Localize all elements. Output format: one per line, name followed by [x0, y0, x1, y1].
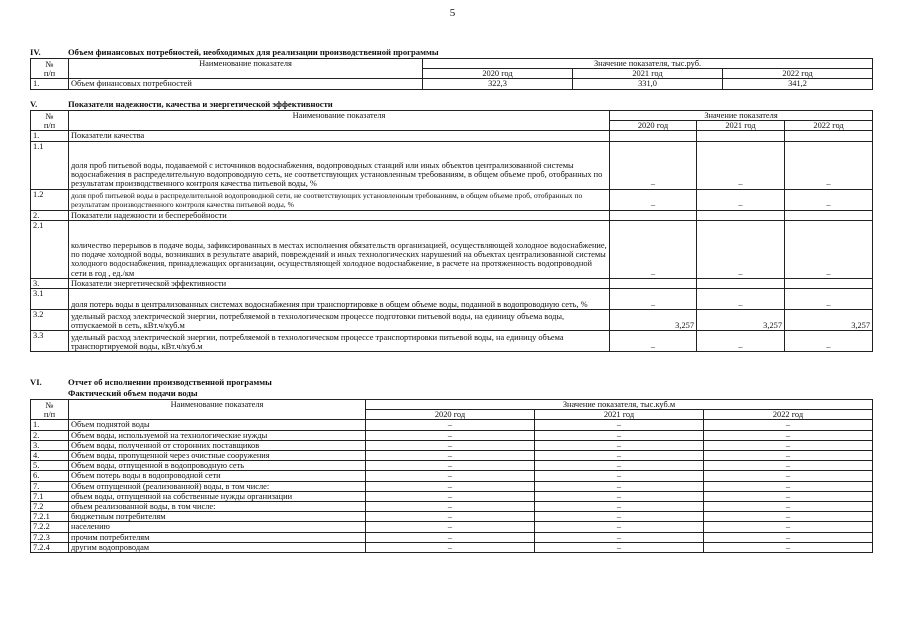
table-row — [31, 522, 873, 532]
header-num: № п/п — [31, 59, 69, 79]
row-value: – — [697, 220, 785, 278]
row-value: – — [535, 522, 704, 532]
table-row — [31, 220, 873, 278]
row-name: другим водопроводам — [69, 542, 366, 552]
section-6-subtitle: Фактический объем подачи воды — [68, 388, 198, 398]
row-value: – — [704, 512, 873, 522]
row-name: доля проб питьевой воды, подаваемой с источников водоснабжения, водопроводных станций или иных объектов централизованной системы водоснабжения в распределительную водопроводную сеть, не соответствующих установленным требованиям, в общем объеме проб, отобранных по результатам производственного контроля качества питьевой воды, % — [69, 141, 610, 189]
row-value: – — [610, 189, 697, 210]
row-value: – — [704, 420, 873, 430]
row-name: прочим потребителям — [69, 532, 366, 542]
section-4-title: Объем финансовых потребностей, необходимых для реализации производственной программы — [68, 47, 439, 57]
section-5-title: Показатели надежности, качества и энергетической эффективности — [68, 99, 333, 109]
row-value: 3,257 — [785, 310, 873, 331]
financial-needs-table — [30, 58, 873, 90]
row-num: 6. — [31, 471, 69, 481]
header-num: № п/п — [31, 111, 69, 131]
row-name: Объем воды, полученной от сторонних поставщиков — [69, 440, 366, 450]
row-value: 3,257 — [610, 310, 697, 331]
section-6-title: Отчет об исполнении производственной программы — [68, 377, 272, 387]
table-header-row — [31, 111, 873, 121]
row-value: – — [366, 512, 535, 522]
table-row — [31, 79, 873, 89]
row-value: – — [366, 491, 535, 501]
group-row — [31, 210, 873, 220]
row-value: – — [785, 331, 873, 352]
row-value: – — [704, 502, 873, 512]
table-row — [31, 512, 873, 522]
row-num: 7.2.1 — [31, 512, 69, 522]
page-number: 5 — [449, 7, 456, 19]
row-name: доля проб питьевой воды в распределительной водопроводной сети, не соответствующих установленным требованиям, в общем объеме проб, отобранных по результатам производственного контроля качества питьевой воды, % — [69, 189, 610, 210]
row-name: населению — [69, 522, 366, 532]
row-num: 2. — [31, 430, 69, 440]
row-value: – — [610, 141, 697, 189]
table-header-row — [31, 59, 873, 69]
row-num: 7.1 — [31, 491, 69, 501]
header-value: Значение показателя, тыс.куб.м — [366, 400, 873, 410]
row-value: – — [610, 220, 697, 278]
row-num: 1. — [31, 79, 69, 89]
row-value: – — [610, 331, 697, 352]
header-name: Наименование показателя — [69, 400, 366, 420]
year-2020: 2020 год — [366, 410, 535, 420]
year-2021: 2021 год — [697, 121, 785, 131]
row-num: 7.2.2 — [31, 522, 69, 532]
header-name: Наименование показателя — [69, 111, 610, 131]
row-name: объем воды, отпущенной на собственные нужды организации — [69, 491, 366, 501]
row-value: – — [366, 461, 535, 471]
table-row — [31, 461, 873, 471]
row-value: – — [366, 532, 535, 542]
row-value: – — [366, 430, 535, 440]
row-value: – — [535, 440, 704, 450]
row-num: 7. — [31, 481, 69, 491]
year-2021: 2021 год — [535, 410, 704, 420]
row-value: – — [697, 289, 785, 310]
section-6-heading — [30, 377, 272, 387]
row-name: Объем воды, отпущенной в водопроводную сеть — [69, 461, 366, 471]
row-value: – — [697, 331, 785, 352]
water-supply-rows — [31, 420, 873, 553]
row-value: – — [704, 532, 873, 542]
row-value: – — [704, 491, 873, 501]
header-name: Наименование показателя — [69, 59, 423, 79]
row-value: 341,2 — [723, 79, 873, 89]
year-2022: 2022 год — [723, 69, 873, 79]
row-name: объем реализованной воды, в том числе: — [69, 502, 366, 512]
row-value: – — [535, 512, 704, 522]
row-name: Объем поднятой воды — [69, 420, 366, 430]
row-value: – — [785, 289, 873, 310]
row-value: – — [704, 522, 873, 532]
row-num: 1.1 — [31, 141, 69, 189]
reliability-table — [30, 110, 873, 352]
year-2022: 2022 год — [785, 121, 873, 131]
row-name: количество перерывов в подаче воды, зафиксированных в местах исполнения обязательств организацией, осуществляющей холодное водоснабжение, по подаче холодной воды, возникших в результате аварий, повреждений и иных технологических нарушений на объектах централизованной системы холодного водоснабжения, принадлежащих организации, осуществляющей холодное водоснабжение, в расчете на протяженность водопроводной сети в год , ед./км — [69, 220, 610, 278]
row-value: – — [366, 420, 535, 430]
row-name: удельный расход электрической энергии, потребляемой в технологическом процессе транспортировки питьевой воды, на единицу объема транспортируемой воды, кВт.ч/куб.м — [69, 331, 610, 352]
row-value: – — [535, 542, 704, 552]
row-value: – — [535, 481, 704, 491]
row-value: – — [366, 440, 535, 450]
table-row — [31, 481, 873, 491]
row-value: – — [366, 471, 535, 481]
row-value: – — [697, 189, 785, 210]
row-value: – — [366, 502, 535, 512]
table-row — [31, 310, 873, 331]
row-name: Показатели надежности и бесперебойности — [69, 210, 610, 220]
table-row — [31, 491, 873, 501]
row-value: – — [366, 522, 535, 532]
header-num: № п/п — [31, 400, 69, 420]
row-num: 3. — [31, 440, 69, 450]
row-value: – — [535, 461, 704, 471]
header-value: Значение показателя — [610, 111, 873, 121]
row-name: Объем финансовых потребностей — [69, 79, 423, 89]
row-num: 3.1 — [31, 289, 69, 310]
row-value: – — [610, 289, 697, 310]
row-value: – — [704, 481, 873, 491]
year-2022: 2022 год — [704, 410, 873, 420]
row-num: 3.2 — [31, 310, 69, 331]
row-value: – — [366, 481, 535, 491]
row-num: 1. — [31, 131, 69, 141]
section-4-heading — [30, 47, 439, 57]
row-num: 3. — [31, 278, 69, 288]
section-5-number: V. — [30, 99, 38, 109]
row-name: доля потерь воды в централизованных системах водоснабжения при транспортировке в общем объеме воды, поданной в водопроводную сеть, % — [69, 289, 610, 310]
table-row — [31, 471, 873, 481]
row-value: 331,0 — [573, 79, 723, 89]
row-value: – — [366, 542, 535, 552]
year-2021: 2021 год — [573, 69, 723, 79]
row-name: удельный расход электрической энергии, потребляемой в технологическом процессе подготовки питьевой воды, на единицу объема воды, отпускаемой в сеть, кВт.ч/куб.м — [69, 310, 610, 331]
row-num: 2. — [31, 210, 69, 220]
table-row — [31, 430, 873, 440]
row-value: – — [704, 440, 873, 450]
table-row — [31, 532, 873, 542]
row-num: 7.2.3 — [31, 532, 69, 542]
row-name: Объем потерь воды в водопроводной сети — [69, 471, 366, 481]
table-header-row — [31, 400, 873, 410]
row-value: – — [535, 430, 704, 440]
row-value: – — [535, 491, 704, 501]
row-num: 5. — [31, 461, 69, 471]
row-value: – — [704, 471, 873, 481]
row-value: – — [535, 420, 704, 430]
table-row — [31, 289, 873, 310]
row-value: – — [366, 451, 535, 461]
row-value: – — [535, 451, 704, 461]
row-value: – — [535, 502, 704, 512]
row-value: 3,257 — [697, 310, 785, 331]
row-value: – — [785, 189, 873, 210]
row-value: – — [704, 461, 873, 471]
row-name: бюджетным потребителям — [69, 512, 366, 522]
row-num: 2.1 — [31, 220, 69, 278]
year-2020: 2020 год — [423, 69, 573, 79]
row-num: 3.3 — [31, 331, 69, 352]
row-name: Показатели качества — [69, 131, 610, 141]
row-num: 1. — [31, 420, 69, 430]
row-num: 7.2 — [31, 502, 69, 512]
row-value: – — [785, 220, 873, 278]
table-row — [31, 440, 873, 450]
row-name: Показатели энергетической эффективности — [69, 278, 610, 288]
section-5-heading — [30, 99, 333, 109]
group-row — [31, 131, 873, 141]
table-row — [31, 331, 873, 352]
row-name: Объем воды, пропущенной через очистные сооружения — [69, 451, 366, 461]
row-num: 4. — [31, 451, 69, 461]
table-row — [31, 420, 873, 430]
section-6-number: VI. — [30, 377, 42, 387]
table-row — [31, 502, 873, 512]
row-num: 1.2 — [31, 189, 69, 210]
row-value: – — [704, 451, 873, 461]
row-num: 7.2.4 — [31, 542, 69, 552]
table-row — [31, 451, 873, 461]
row-value: – — [535, 532, 704, 542]
group-row — [31, 278, 873, 288]
row-value: – — [785, 141, 873, 189]
table-row — [31, 141, 873, 189]
row-value: – — [535, 471, 704, 481]
header-value: Значение показателя, тыс.руб. — [423, 59, 873, 69]
row-value: – — [704, 430, 873, 440]
water-supply-table — [30, 399, 873, 553]
row-value: 322,3 — [423, 79, 573, 89]
row-value: – — [704, 542, 873, 552]
row-value: – — [697, 141, 785, 189]
table-row — [31, 189, 873, 210]
row-name: Объем воды, используемой на технологические нужды — [69, 430, 366, 440]
table-row — [31, 542, 873, 552]
row-name: Объем отпущенной (реализованной) воды, в том числе: — [69, 481, 366, 491]
year-2020: 2020 год — [610, 121, 697, 131]
section-4-number: IV. — [30, 47, 41, 57]
